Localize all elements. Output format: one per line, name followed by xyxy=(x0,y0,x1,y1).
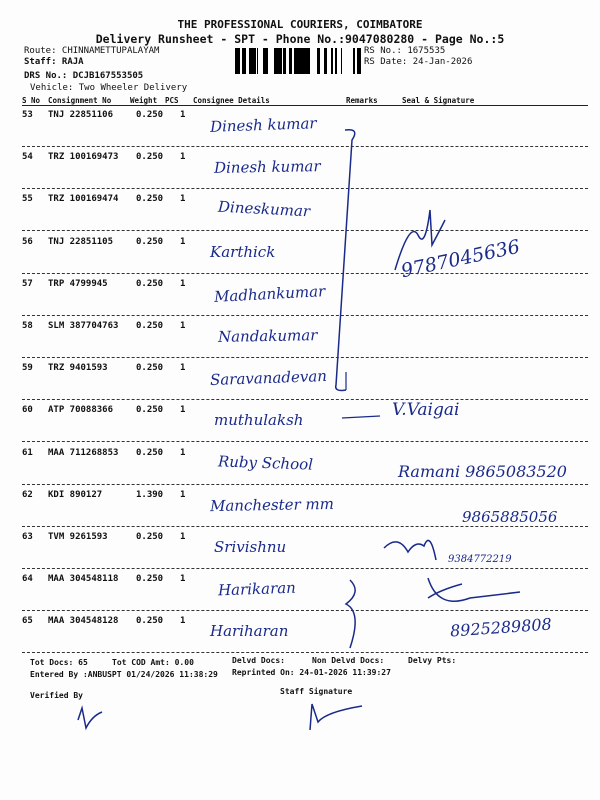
row-pcs: 1 xyxy=(180,489,186,500)
handwritten-phone-65: 8925289808 xyxy=(449,614,553,641)
row-weight: 0.250 xyxy=(136,194,164,205)
col-consignment: Consignment No xyxy=(48,96,112,105)
row-consignee-handwriting: Saravanadevan xyxy=(209,367,328,390)
row-pcs: 1 xyxy=(180,321,186,331)
row-sno: 60 xyxy=(22,405,33,416)
row-consignee-handwriting: Harikaran xyxy=(217,578,297,600)
row-weight: 0.250 xyxy=(136,616,164,627)
row-sno: 53 xyxy=(22,110,33,120)
row-consignment-no: TRZ 100169473 xyxy=(48,152,119,163)
row-consignment-no: MAA 304548118 xyxy=(48,574,119,585)
col-remarks: Remarks xyxy=(346,96,378,105)
row-consignment-no: TRZ 9401593 xyxy=(48,363,108,374)
row-consignee-handwriting: Dinesh kumar xyxy=(213,157,321,178)
row-sno: 59 xyxy=(22,363,33,374)
verified-by-label: Verified By xyxy=(30,691,83,700)
rs-date: RS Date: 24-Jan-2026 xyxy=(364,57,473,67)
footer-delivered-docs: Delvd Docs: xyxy=(232,656,285,665)
row-consignment-no: ATP 70088366 xyxy=(48,405,114,416)
drs-label: DRS No.: DCJB167553505 xyxy=(24,71,144,81)
row-weight: 0.250 xyxy=(136,110,164,120)
row-consignee-handwriting: Madhankumar xyxy=(213,281,326,306)
rs-number: RS No.: 1675535 xyxy=(364,46,446,56)
row-weight: 1.390 xyxy=(136,489,164,500)
row-sno: 65 xyxy=(22,616,33,627)
footer-non-delivered-docs: Non Delvd Docs: xyxy=(312,656,385,665)
row-consignee-handwriting: muthulaksh xyxy=(214,411,304,430)
row-weight: 0.250 xyxy=(136,447,164,458)
row-weight: 0.250 xyxy=(136,532,164,542)
row-weight: 0.250 xyxy=(136,574,164,585)
row-consignee-handwriting: Dinesh kumar xyxy=(209,114,317,136)
row-consignee-handwriting: Ruby School xyxy=(217,451,314,474)
runsheet-title: Delivery Runsheet - SPT - Phone No.:9047080280 - Page No.:5 xyxy=(95,32,505,46)
vehicle-label: Vehicle: Two Wheeler Delivery xyxy=(30,83,188,93)
row-consignment-no: MAA 711268853 xyxy=(48,447,119,458)
row-pcs: 1 xyxy=(180,405,186,416)
row-consignee-handwriting: Dineskumar xyxy=(217,197,311,221)
row-pcs: 1 xyxy=(180,110,186,120)
col-weight: Weight xyxy=(130,96,158,105)
col-pcs: PCS xyxy=(165,96,179,105)
row-consignment-no: TRP 4799945 xyxy=(48,278,108,289)
footer-total-docs: Tot Docs: 65 xyxy=(30,658,88,667)
row-consignment-no: TRZ 100169474 xyxy=(48,194,119,205)
col-sno: S No xyxy=(22,96,41,105)
footer-delivery-points: Delvy Pts: xyxy=(408,656,457,665)
handwritten-phone-61: Ramani 9865083520 xyxy=(398,462,567,481)
row-consignee-handwriting: Manchester mm xyxy=(209,494,335,515)
row-weight: 0.250 xyxy=(136,236,164,247)
route-label: Route: CHINNAMETTUPALAYAM xyxy=(24,46,160,56)
row-consignment-no: TNJ 22851106 xyxy=(48,110,114,120)
row-pcs: 1 xyxy=(180,616,186,627)
handwritten-signature-60: V.Vaigai xyxy=(392,400,460,420)
row-weight: 0.250 xyxy=(136,363,164,374)
row-consignment-no: KDI 890127 xyxy=(48,489,103,500)
row-weight: 0.250 xyxy=(136,321,164,331)
row-weight: 0.250 xyxy=(136,152,164,163)
row-pcs: 1 xyxy=(180,532,186,542)
row-sno: 57 xyxy=(22,278,33,289)
handwritten-phone-1: 9787045636 xyxy=(399,235,522,283)
company-title: THE PROFESSIONAL COURIERS, COIMBATORE xyxy=(177,18,423,31)
row-consignee-handwriting: Nandakumar xyxy=(217,326,318,346)
row-pcs: 1 xyxy=(180,278,186,289)
row-pcs: 1 xyxy=(180,447,186,458)
row-pcs: 1 xyxy=(180,194,186,205)
row-sno: 54 xyxy=(22,152,33,163)
row-sno: 58 xyxy=(22,321,33,331)
handwritten-phone-62: 9865885056 xyxy=(462,508,558,526)
row-sno: 55 xyxy=(22,194,33,205)
row-pcs: 1 xyxy=(180,574,186,585)
footer-entered-by: Entered By :ANBUSPT 01/24/2026 11:38:29 xyxy=(30,670,218,679)
row-weight: 0.250 xyxy=(136,278,164,289)
row-consignment-no: TVM 9261593 xyxy=(48,532,108,542)
staff-signature-label: Staff Signature xyxy=(280,687,353,696)
staff-label: Staff: RAJA xyxy=(24,57,84,67)
row-consignment-no: SLM 387704763 xyxy=(48,321,119,331)
col-consignee: Consignee Details xyxy=(193,96,270,105)
row-consignment-no: MAA 304548128 xyxy=(48,616,119,627)
row-sno: 56 xyxy=(22,236,33,247)
footer-total-cod: Tot COD Amt: 0.00 xyxy=(112,658,194,667)
footer-reprinted-on: Reprinted On: 24-01-2026 11:39:27 xyxy=(232,668,391,677)
col-seal-signature: Seal & Signature xyxy=(402,96,475,105)
row-sno: 63 xyxy=(22,532,33,542)
row-pcs: 1 xyxy=(180,236,186,247)
row-weight: 0.250 xyxy=(136,405,164,416)
row-consignee-handwriting: Hariharan xyxy=(210,622,289,641)
row-sno: 62 xyxy=(22,489,33,500)
handwritten-phone-63: 9384772219 xyxy=(448,554,512,565)
row-sno: 61 xyxy=(22,447,33,458)
row-pcs: 1 xyxy=(180,152,186,163)
row-pcs: 1 xyxy=(180,363,186,374)
row-consignment-no: TNJ 22851105 xyxy=(48,236,114,247)
row-consignee-handwriting: Karthick xyxy=(210,242,276,261)
row-consignee-handwriting: Srivishnu xyxy=(214,538,287,556)
row-sno: 64 xyxy=(22,574,33,585)
